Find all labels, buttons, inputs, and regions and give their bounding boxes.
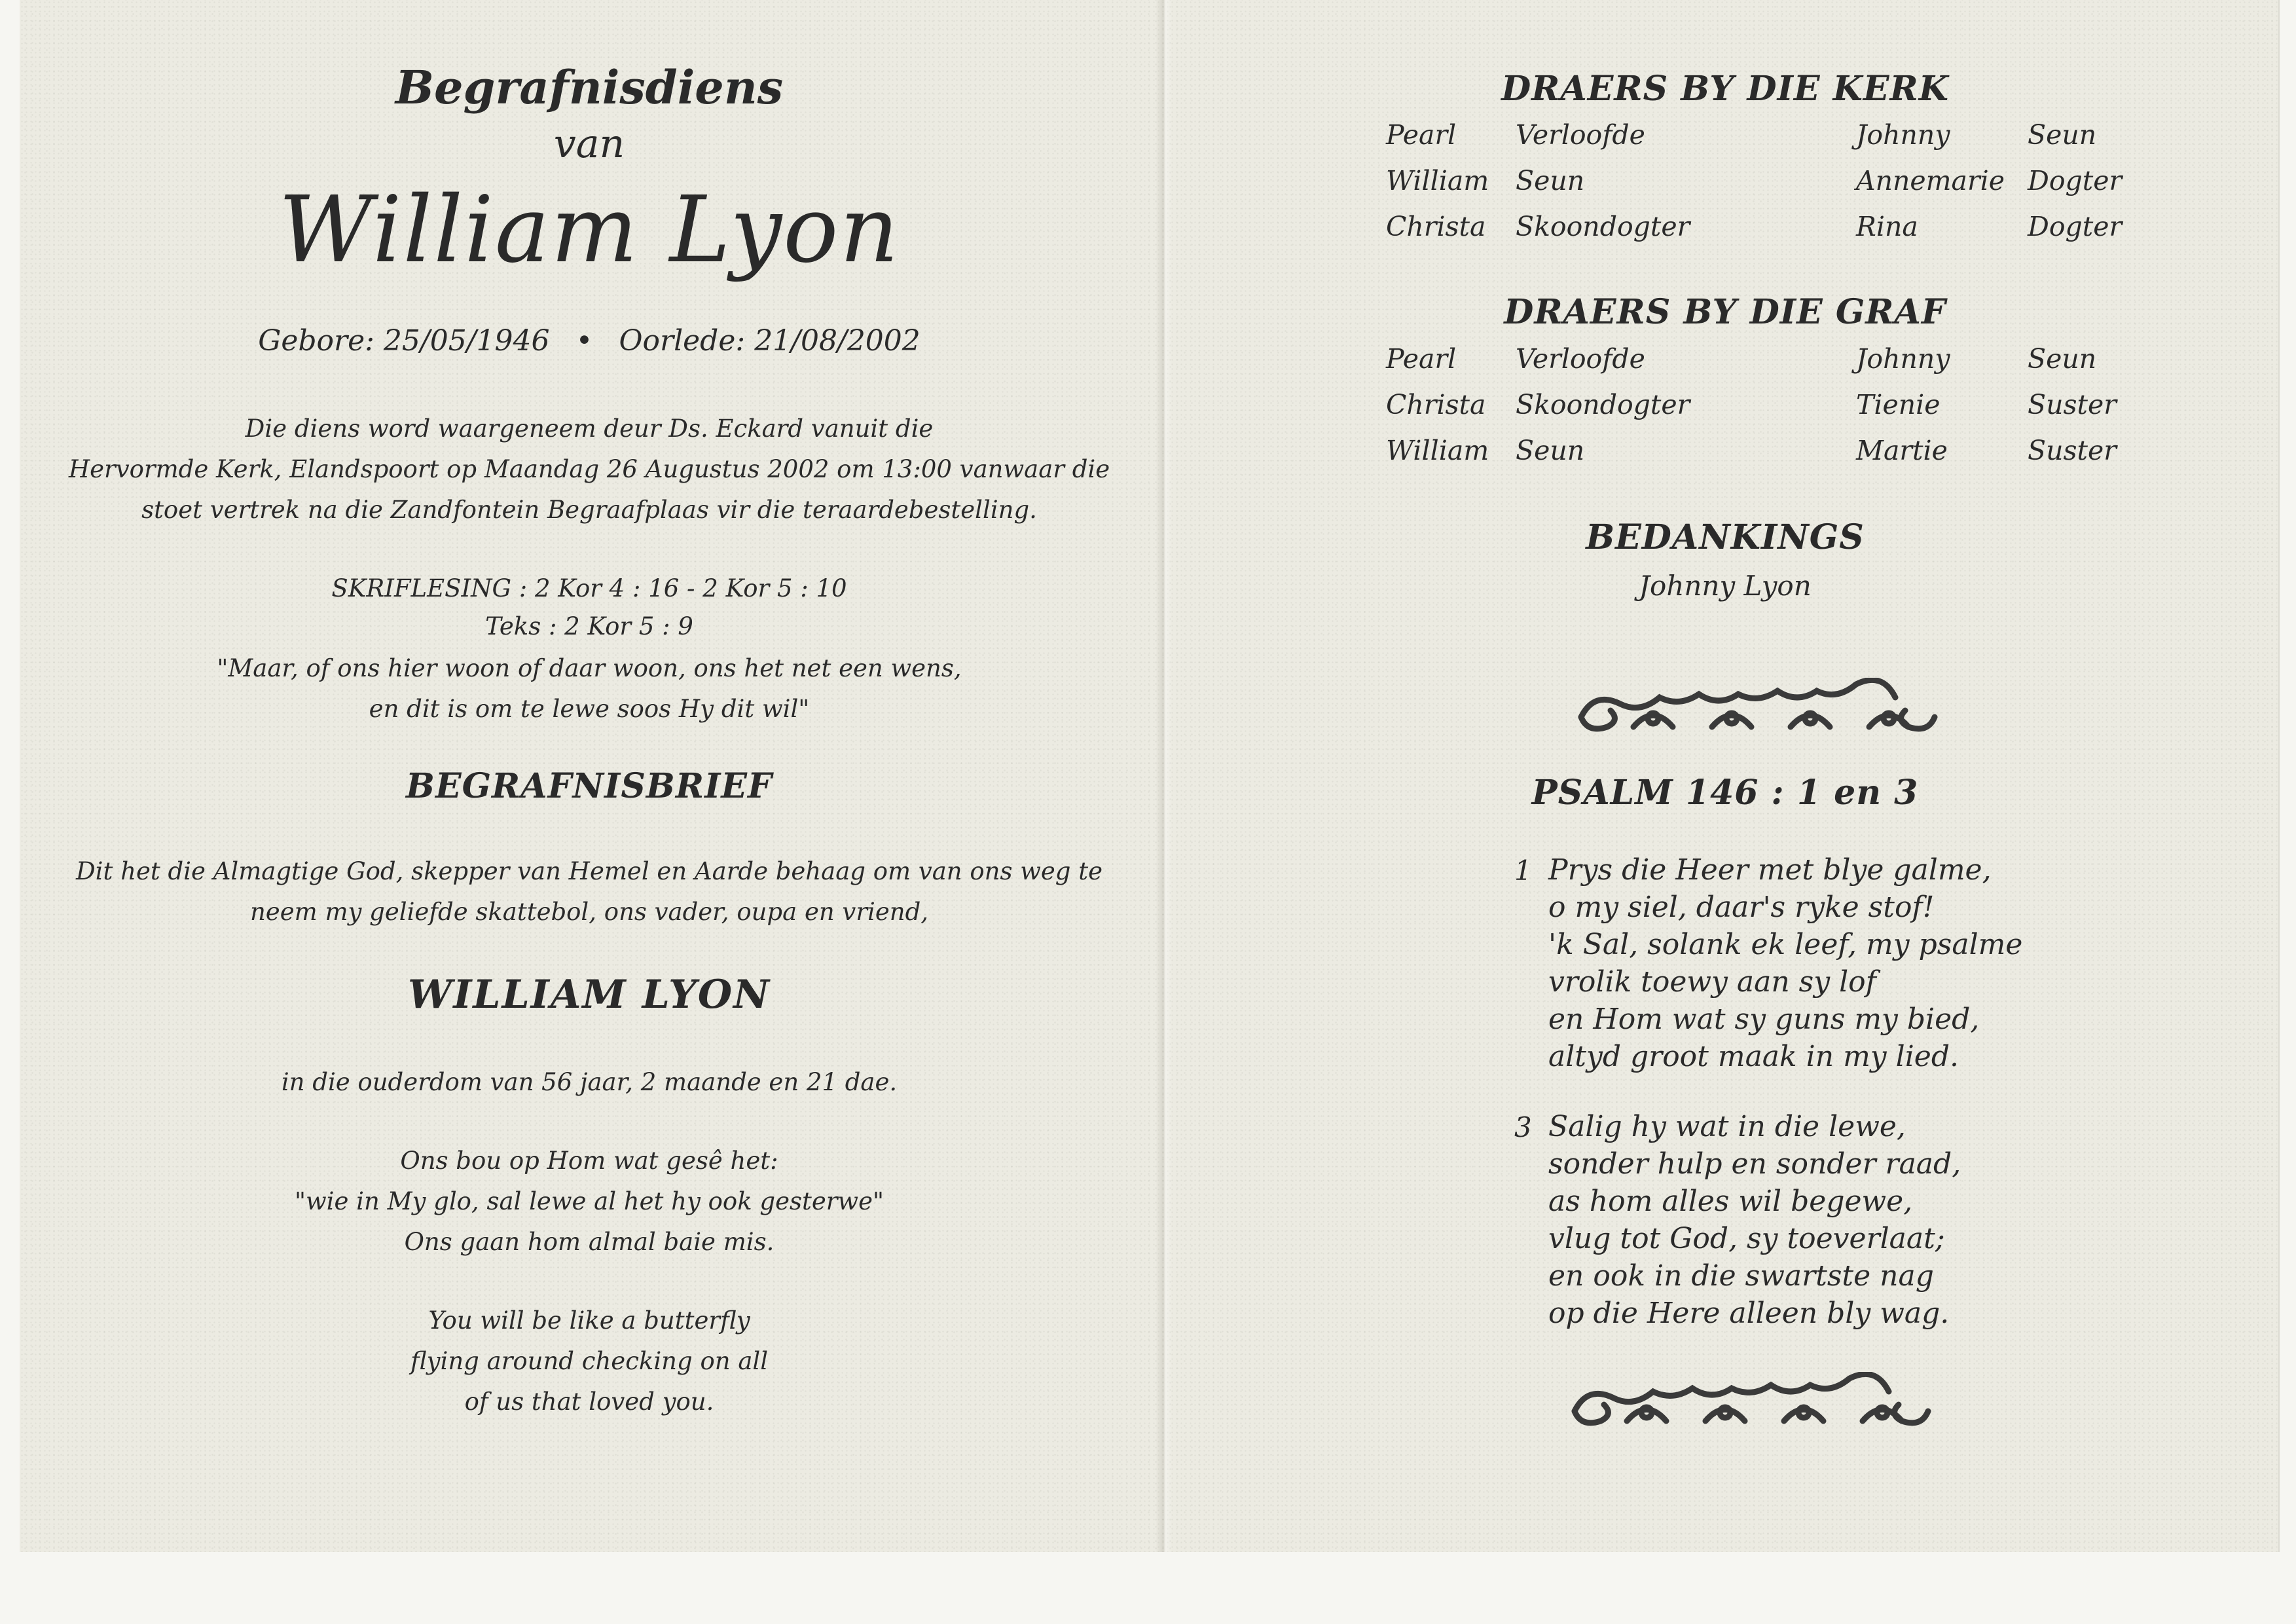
service-line: stoet vertrek na die Zandfontein Begraafplaas vir die teraardebestelling. bbox=[141, 496, 1037, 524]
bearer-name: Christa bbox=[1386, 211, 1486, 242]
poem-line: flying around checking on all bbox=[410, 1347, 769, 1375]
scroll-ornament-icon bbox=[1568, 1372, 1935, 1431]
verse-line: o my siel, daar's ryke stof! bbox=[1548, 891, 1935, 924]
bearer-name: Johnny bbox=[1856, 119, 1950, 151]
verse-line: en ook in die swartste nag bbox=[1548, 1259, 1934, 1293]
faith-verse bbox=[20, 1141, 1159, 1263]
left-page bbox=[20, 0, 1159, 1552]
scroll-ornament-icon bbox=[1575, 678, 1941, 737]
bearer-relation: Suster bbox=[2028, 389, 2117, 420]
quote-line: "Maar, of ons hier woon of daar woon, ons het net een wens, bbox=[217, 654, 962, 682]
verse-line: as hom alles wil begewe, bbox=[1548, 1185, 1913, 1218]
bearer-relation: Seun bbox=[1516, 435, 1585, 466]
letter-line: Dit het die Almagtige God, skepper van Hemel en Aarde behaag om van ons weg te bbox=[75, 857, 1103, 885]
thanks-heading: BEDANKINGS bbox=[1586, 517, 1865, 557]
service-line: Die diens word waargeneem deur Ds. Eckard vanuit die bbox=[245, 415, 934, 443]
bearer-name: Tienie bbox=[1856, 389, 1941, 420]
verse-line: vrolik toewy aan sy lof bbox=[1548, 965, 1876, 999]
verse-line: vlug tot God, sy toeverlaat; bbox=[1548, 1222, 1945, 1255]
letter-heading: BEGRAFNISBRIEF bbox=[406, 766, 773, 806]
life-dates bbox=[20, 324, 1159, 358]
bearer-name: William bbox=[1386, 435, 1489, 466]
deceased-name: William Lyon bbox=[278, 177, 900, 284]
right-page bbox=[1175, 0, 2275, 1552]
bearer-relation: Seun bbox=[2028, 343, 2097, 375]
service-title: Begrafnisdiens bbox=[395, 60, 784, 115]
verse-line: Salig hy wat in die lewe, bbox=[1548, 1110, 1906, 1143]
verse-line: sonder hulp en sonder raad, bbox=[1548, 1147, 1961, 1181]
verse-line: Prys die Heer met blye galme, bbox=[1548, 853, 1992, 887]
bearer-relation: Dogter bbox=[2028, 165, 2123, 196]
service-line: Hervormde Kerk, Elandspoort op Maandag 26 Augustus 2002 om 13:00 vanwaar die bbox=[68, 455, 1110, 483]
psalm-heading: PSALM 146 : 1 en 3 bbox=[1531, 773, 1919, 813]
verse-line: altyd groot maak in my lied. bbox=[1548, 1040, 1959, 1073]
faith-line: Ons gaan hom almal baie mis. bbox=[404, 1228, 774, 1256]
poem-line: You will be like a butterfly bbox=[428, 1306, 750, 1335]
verse-line: en Hom wat sy guns my bied, bbox=[1548, 1003, 1980, 1036]
butterfly-poem bbox=[20, 1301, 1159, 1422]
bearer-relation: Verloofde bbox=[1516, 119, 1645, 151]
birth-date: Gebore: 25/05/1946 bbox=[258, 324, 550, 358]
bearer-relation: Seun bbox=[1516, 165, 1585, 196]
poem-line: of us that loved you. bbox=[464, 1388, 714, 1416]
verse-line: 'k Sal, solank ek leef, my psalme bbox=[1548, 928, 2023, 961]
bearer-name: Rina bbox=[1856, 211, 1918, 242]
verse-line: op die Here alleen bly wag. bbox=[1548, 1297, 1950, 1330]
bearer-relation: Seun bbox=[2028, 119, 2097, 151]
bearer-name: Annemarie bbox=[1856, 165, 2005, 196]
grave-bearers-heading: DRAERS BY DIE GRAF bbox=[1504, 292, 1946, 332]
death-date: Oorlede: 21/08/2002 bbox=[619, 324, 920, 358]
bearer-name: Pearl bbox=[1386, 119, 1457, 151]
bearer-relation: Suster bbox=[2028, 435, 2117, 466]
thanks-name: Johnny Lyon bbox=[1639, 570, 1812, 602]
faith-line: Ons bou op Hom wat gesê het: bbox=[400, 1147, 778, 1175]
funeral-letter bbox=[20, 851, 1159, 932]
service-details bbox=[20, 409, 1159, 530]
verse-number: 3 bbox=[1514, 1111, 1532, 1143]
bearer-relation: Dogter bbox=[2028, 211, 2123, 242]
psalm-verse-3 bbox=[1548, 1108, 1961, 1332]
deceased-name-caps: WILLIAM LYON bbox=[407, 972, 771, 1018]
church-bearers-heading: DRAERS BY DIE KERK bbox=[1501, 69, 1949, 109]
service-van: van bbox=[553, 121, 625, 167]
scripture-quote bbox=[20, 648, 1159, 729]
bearer-name: Pearl bbox=[1386, 343, 1457, 375]
bearer-name: Johnny bbox=[1856, 343, 1950, 375]
scripture-reading: SKRIFLESING : 2 Kor 4 : 16 - 2 Kor 5 : 10 bbox=[331, 574, 847, 602]
quote-line: en dit is om te lewe soos Hy dit wil" bbox=[369, 695, 810, 723]
letter-line: neem my geliefde skattebol, ons vader, oupa en vriend, bbox=[249, 898, 929, 926]
faith-line: "wie in My glo, sal lewe al het hy ook gesterwe" bbox=[294, 1187, 884, 1215]
bearer-name: Christa bbox=[1386, 389, 1486, 420]
bearer-relation: Skoondogter bbox=[1516, 389, 1690, 420]
bearer-name: William bbox=[1386, 165, 1489, 196]
psalm-verse-1 bbox=[1548, 851, 2022, 1075]
verse-number: 1 bbox=[1514, 855, 1532, 887]
sermon-text: Teks : 2 Kor 5 : 9 bbox=[485, 612, 693, 640]
bearer-name: Martie bbox=[1856, 435, 1948, 466]
bearer-relation: Skoondogter bbox=[1516, 211, 1690, 242]
age-line: in die ouderdom van 56 jaar, 2 maande en 21 dae. bbox=[281, 1068, 898, 1096]
bullet-separator: • bbox=[575, 324, 593, 358]
bearer-relation: Verloofde bbox=[1516, 343, 1645, 375]
